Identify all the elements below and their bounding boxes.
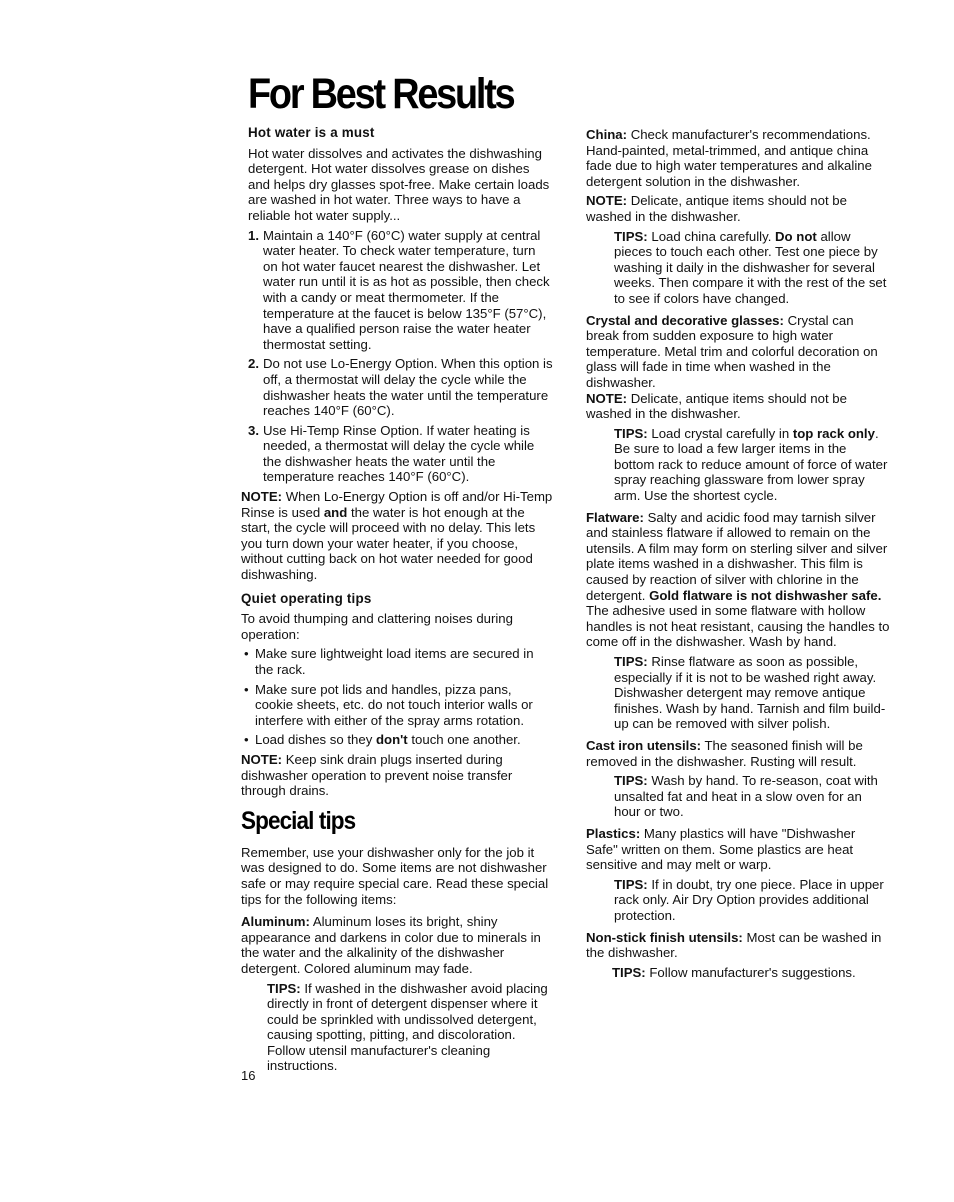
note-label: NOTE:: [586, 390, 628, 406]
aluminum-text: Aluminum loses its bright, shiny appearance and darkens in color due to minerals in the water and the alkalinity of the dishwasher detergent. Colored aluminum may fade.: [241, 914, 541, 976]
hot-water-intro: Hot water dissolves and activates the dishwashing detergent. Hot water dissolves grease on dishes and helps dry glasses spot-free. Make certain loads are washed in hot water. Three ways to have a reliable hot water supply...: [248, 145, 550, 223]
flatware-tips: [586, 654, 890, 732]
quiet-note: [241, 752, 553, 799]
flatware-paragraph: [586, 510, 890, 650]
step-number: 3.: [248, 422, 259, 438]
list-item-text: Make sure lightweight load items are secured in the rack.: [255, 646, 534, 677]
tips-label: TIPS:: [614, 228, 648, 244]
list-item-text-cont: touch one another.: [411, 732, 521, 748]
tips-bold: top rack only: [792, 425, 875, 441]
list-item: [241, 732, 553, 748]
note-text: When Lo-Energy Option is off and/or Hi-Temp Rinse is used: [241, 489, 553, 520]
note-label: NOTE:: [241, 489, 283, 505]
hot-water-step: [241, 228, 553, 353]
bullet: •: [244, 646, 249, 662]
tips-label: TIPS:: [614, 876, 648, 892]
step-text: Do not use Lo-Energy Option. When this option is off, a thermostat will delay the cycle while the dishwasher heats the water until the temperature reaches 140°F (60°C).: [263, 356, 553, 419]
step-number: 1.: [248, 227, 259, 243]
flatware-text-cont: The adhesive used in some flatware with hollow handles is not heat resistant, causing the handles to come off in the dishwasher. Wash by hand.: [586, 603, 890, 650]
note-bold: and: [323, 504, 348, 520]
hot-water-steps: [241, 228, 553, 486]
note-label: NOTE:: [586, 193, 628, 209]
note-text-cont: the water is hot enough at the start, the cycle will proceed with no delay. This lets you turn down your water heater, if you choose, without cutting back on hot water needed for good dishwashing.: [241, 504, 536, 583]
nonstick-text: Most can be washed in the dishwasher.: [586, 929, 882, 961]
hot-water-step: [241, 423, 553, 485]
castiron-text: The seasoned finish will be removed in the dishwasher. Rusting will result.: [586, 737, 863, 769]
nonstick-paragraph: [586, 930, 890, 961]
note-label: NOTE:: [241, 751, 283, 767]
flatware-label: Flatware:: [586, 509, 644, 525]
china-label: China:: [586, 127, 628, 142]
note-text: Delicate, antique items should not be washed in the dishwasher.: [586, 193, 847, 224]
castiron-tips: [586, 773, 890, 820]
tips-text: Load crystal carefully in: [651, 425, 790, 441]
tips-text-cont: allow pieces to touch each other. Test one piece by washing it daily in the dishwasher for several weeks. Then compare it with the rest of the set to see if colors have changed.: [614, 228, 887, 306]
page-number: 16: [241, 1068, 256, 1083]
plastics-text: Many plastics will have "Dishwasher Safe" written on them. Some plastics are heat sensitive and may melt or warp.: [586, 825, 856, 873]
crystal-tips: [586, 426, 890, 504]
right-column: [586, 127, 890, 986]
plastics-paragraph: [586, 826, 890, 873]
list-item: [241, 646, 553, 677]
tips-text: Load china carefully.: [651, 228, 772, 244]
nonstick-label: Non-stick finish utensils:: [586, 929, 743, 945]
crystal-paragraph: [586, 313, 890, 422]
tips-label: TIPS:: [614, 773, 648, 789]
china-paragraph: [586, 127, 890, 189]
tips-text: Follow manufacturer's suggestions.: [649, 964, 856, 980]
castiron-paragraph: [586, 738, 890, 769]
step-number: 2.: [248, 356, 259, 372]
tips-text: If washed in the dishwasher avoid placing directly in front of detergent dispenser where it could be sprinkled with undissolved detergent, causing spotting, pitting, and discoloration. Follow utensil manufacturer's cleaning instructions.: [267, 980, 548, 1074]
bullet: •: [244, 732, 249, 748]
tips-label: TIPS:: [614, 654, 648, 669]
tips-label: TIPS:: [612, 964, 646, 980]
crystal-text: Crystal can break from sudden exposure to high water temperature. Metal trim and colorful decoration on glass will fade in time when washed in the dishwasher.: [586, 312, 878, 390]
tips-text: If in doubt, try one piece. Place in upper rack only. Air Dry Option provides additional protection.: [614, 876, 884, 923]
flatware-text: Salty and acidic food may tarnish silver and stainless flatware if allowed to remain on the utensils. A film may form on sterling silver and silver plate items washed in a dishwasher. This film is caused by reaction of silver with chlorine in the detergent.: [586, 509, 888, 603]
list-item-text: Make sure pot lids and handles, pizza pans, cookie sheets, etc. do not touch interior walls or interfere with either of the spray arms rotation.: [255, 681, 533, 728]
tips-text: Wash by hand. To re-season, coat with unsalted fat and heat in a slow oven for an hour or two.: [614, 773, 878, 820]
china-text: Check manufacturer's recommendations. Hand-painted, metal-trimmed, and antique china fade due to high water temperatures and alkaline detergent solution in the dishwasher.: [586, 127, 872, 189]
list-item-bold: don't: [375, 732, 408, 748]
castiron-label: Cast iron utensils:: [586, 737, 702, 753]
left-column: [241, 125, 553, 1080]
bullet: •: [244, 681, 249, 697]
hot-water-step: [241, 356, 553, 418]
special-intro: Remember, use your dishwasher only for the job it was designed to do. Some items are not dishwasher safe or may require special care. Read these special tips for the following items:: [241, 844, 549, 907]
list-item-text: Load dishes so they: [255, 732, 373, 748]
note-text: Delicate, antique items should not be washed in the dishwasher.: [586, 390, 847, 422]
tips-label: TIPS:: [267, 980, 301, 996]
nonstick-tips: [586, 965, 890, 981]
crystal-label: Crystal and decorative glasses:: [586, 312, 784, 328]
china-note: [586, 193, 890, 224]
note-text: Keep sink drain plugs inserted during dishwasher operation to prevent noise transfer through drains.: [241, 751, 513, 799]
tips-label: TIPS:: [614, 425, 648, 441]
aluminum-label: Aluminum:: [241, 914, 310, 930]
quiet-tips-list: [241, 646, 553, 748]
tips-text-cont: . Be sure to load a few larger items in the bottom rack to reduce amount of force of water spray reaching glassware from lower spray arm. Use the shortest cycle.: [614, 425, 888, 504]
page-title: For Best Results: [248, 70, 514, 118]
flatware-bold: Gold flatware is not dishwasher safe.: [649, 587, 882, 603]
quiet-heading: Quiet operating tips: [241, 590, 372, 606]
hot-water-note: [241, 489, 553, 583]
step-text: Maintain a 140°F (60°C) water supply at central water heater. To check water temperature, turn on hot water faucet nearest the dishwasher. Let water run until it is as hot as possible, then check with a candy or meat thermometer. If the temperature at the faucet is below 135°F (57°C), have a qualified person raise the water heater thermostat setting.: [263, 227, 550, 352]
hot-water-heading: Hot water is a must: [248, 125, 375, 140]
list-item: [241, 682, 553, 729]
quiet-intro: To avoid thumping and clattering noises during operation:: [241, 611, 513, 642]
tips-bold: Do not: [775, 228, 817, 244]
aluminum-paragraph: [241, 914, 553, 976]
china-tips: [586, 229, 890, 307]
plastics-tips: [586, 877, 890, 924]
plastics-label: Plastics:: [586, 825, 641, 841]
aluminum-tips: [241, 981, 553, 1075]
special-tips-heading: Special tips: [241, 806, 356, 835]
tips-text: Rinse flatware as soon as possible, especially if it is not to be washed right away. Dishwasher detergent may remove antique finishes. Wash by hand. Tarnish and film build-up can be removed with silver polish.: [614, 654, 886, 732]
step-text: Use Hi-Temp Rinse Option. If water heating is needed, a thermostat will delay the cycle while the dishwasher heats the water until the temperature reaches 140°F (60°C).: [263, 422, 535, 485]
